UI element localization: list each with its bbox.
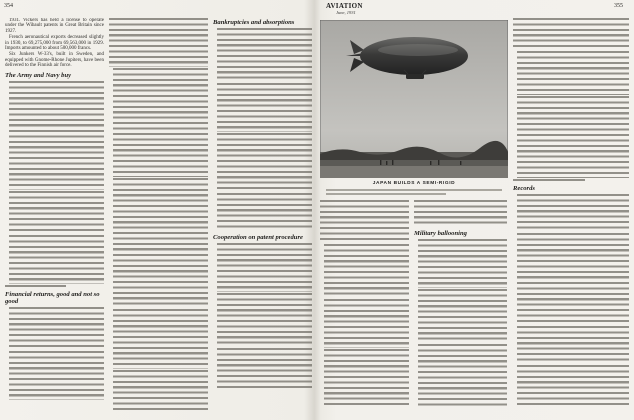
text-block <box>113 133 208 176</box>
text-block <box>217 28 312 82</box>
text-block <box>517 233 629 282</box>
text-block <box>320 200 409 243</box>
text-block <box>324 349 409 408</box>
text-block <box>9 191 104 234</box>
text-block <box>217 83 312 132</box>
text-block <box>418 289 507 343</box>
text-block <box>5 285 66 288</box>
text-block <box>517 51 629 94</box>
text-block <box>9 235 104 284</box>
text-block <box>9 81 104 130</box>
text-block <box>517 326 629 364</box>
right-column-3 <box>513 18 629 410</box>
left-column-1 <box>5 18 104 410</box>
text-block <box>113 254 208 308</box>
text-block <box>113 68 208 133</box>
text-block <box>217 133 312 192</box>
text-block <box>418 344 507 409</box>
section-heading-military: Military ballooning <box>414 230 467 237</box>
photo-caption-text <box>326 189 502 191</box>
paragraph: 1931. Vickers has held a license to operate under the Wibault patents in Great Britain since 1927. <box>5 18 104 34</box>
running-date: June, 1931 <box>336 10 356 15</box>
text-block <box>217 293 312 347</box>
right-column-2 <box>414 200 507 410</box>
airship-photo <box>320 20 508 178</box>
text-block <box>324 299 409 348</box>
section-heading-records: Records <box>513 184 535 192</box>
running-title: AVIATION <box>326 2 363 10</box>
right-column-1 <box>320 200 409 410</box>
left-page-number: 354 <box>4 3 13 9</box>
text-block <box>513 18 629 50</box>
text-block <box>113 309 208 368</box>
section-heading-financial-returns: Financial returns, good and not so good <box>5 290 100 305</box>
text-block <box>517 282 629 325</box>
text-block <box>9 130 104 189</box>
text-block <box>414 200 507 227</box>
photo-caption-title: JAPAN BUILDS A SEMI-RIGID <box>372 181 456 186</box>
text-block <box>517 194 629 232</box>
text-block <box>517 134 629 177</box>
text-block <box>517 96 629 134</box>
text-block <box>418 239 507 288</box>
text-block <box>113 178 208 254</box>
text-block <box>513 179 585 182</box>
text-block <box>217 243 312 292</box>
text-block <box>217 193 312 231</box>
text-block <box>9 307 104 350</box>
text-block <box>113 370 208 410</box>
text-block <box>109 18 208 67</box>
section-heading-bankruptcies: Bankruptcies and absorptions <box>213 19 295 26</box>
airship-illustration <box>320 20 508 178</box>
section-heading-cooperation-patent: Cooperation on patent procedure <box>213 233 303 241</box>
left-column-2 <box>109 18 208 410</box>
text-block <box>9 351 104 400</box>
text-block <box>217 348 312 391</box>
left-column-3 <box>213 18 312 410</box>
right-page-number: 355 <box>614 3 623 9</box>
text-block <box>517 365 629 408</box>
paragraph: Six Junkers W-33's, built in Sweden, and equipped with Gnome-Rhone Jupiters, have been delivered to the Finnish air force. <box>5 52 104 69</box>
photo-caption-text <box>326 193 446 195</box>
paragraph: French aeronautical exports decreased slightly in 1930, to 69,275,000 from 69,563,000 in 1929. Imports amounted to about 500,000 francs. <box>5 35 104 52</box>
section-heading-army-navy: The Army and Navy buy <box>5 71 72 79</box>
text-block <box>324 244 409 298</box>
